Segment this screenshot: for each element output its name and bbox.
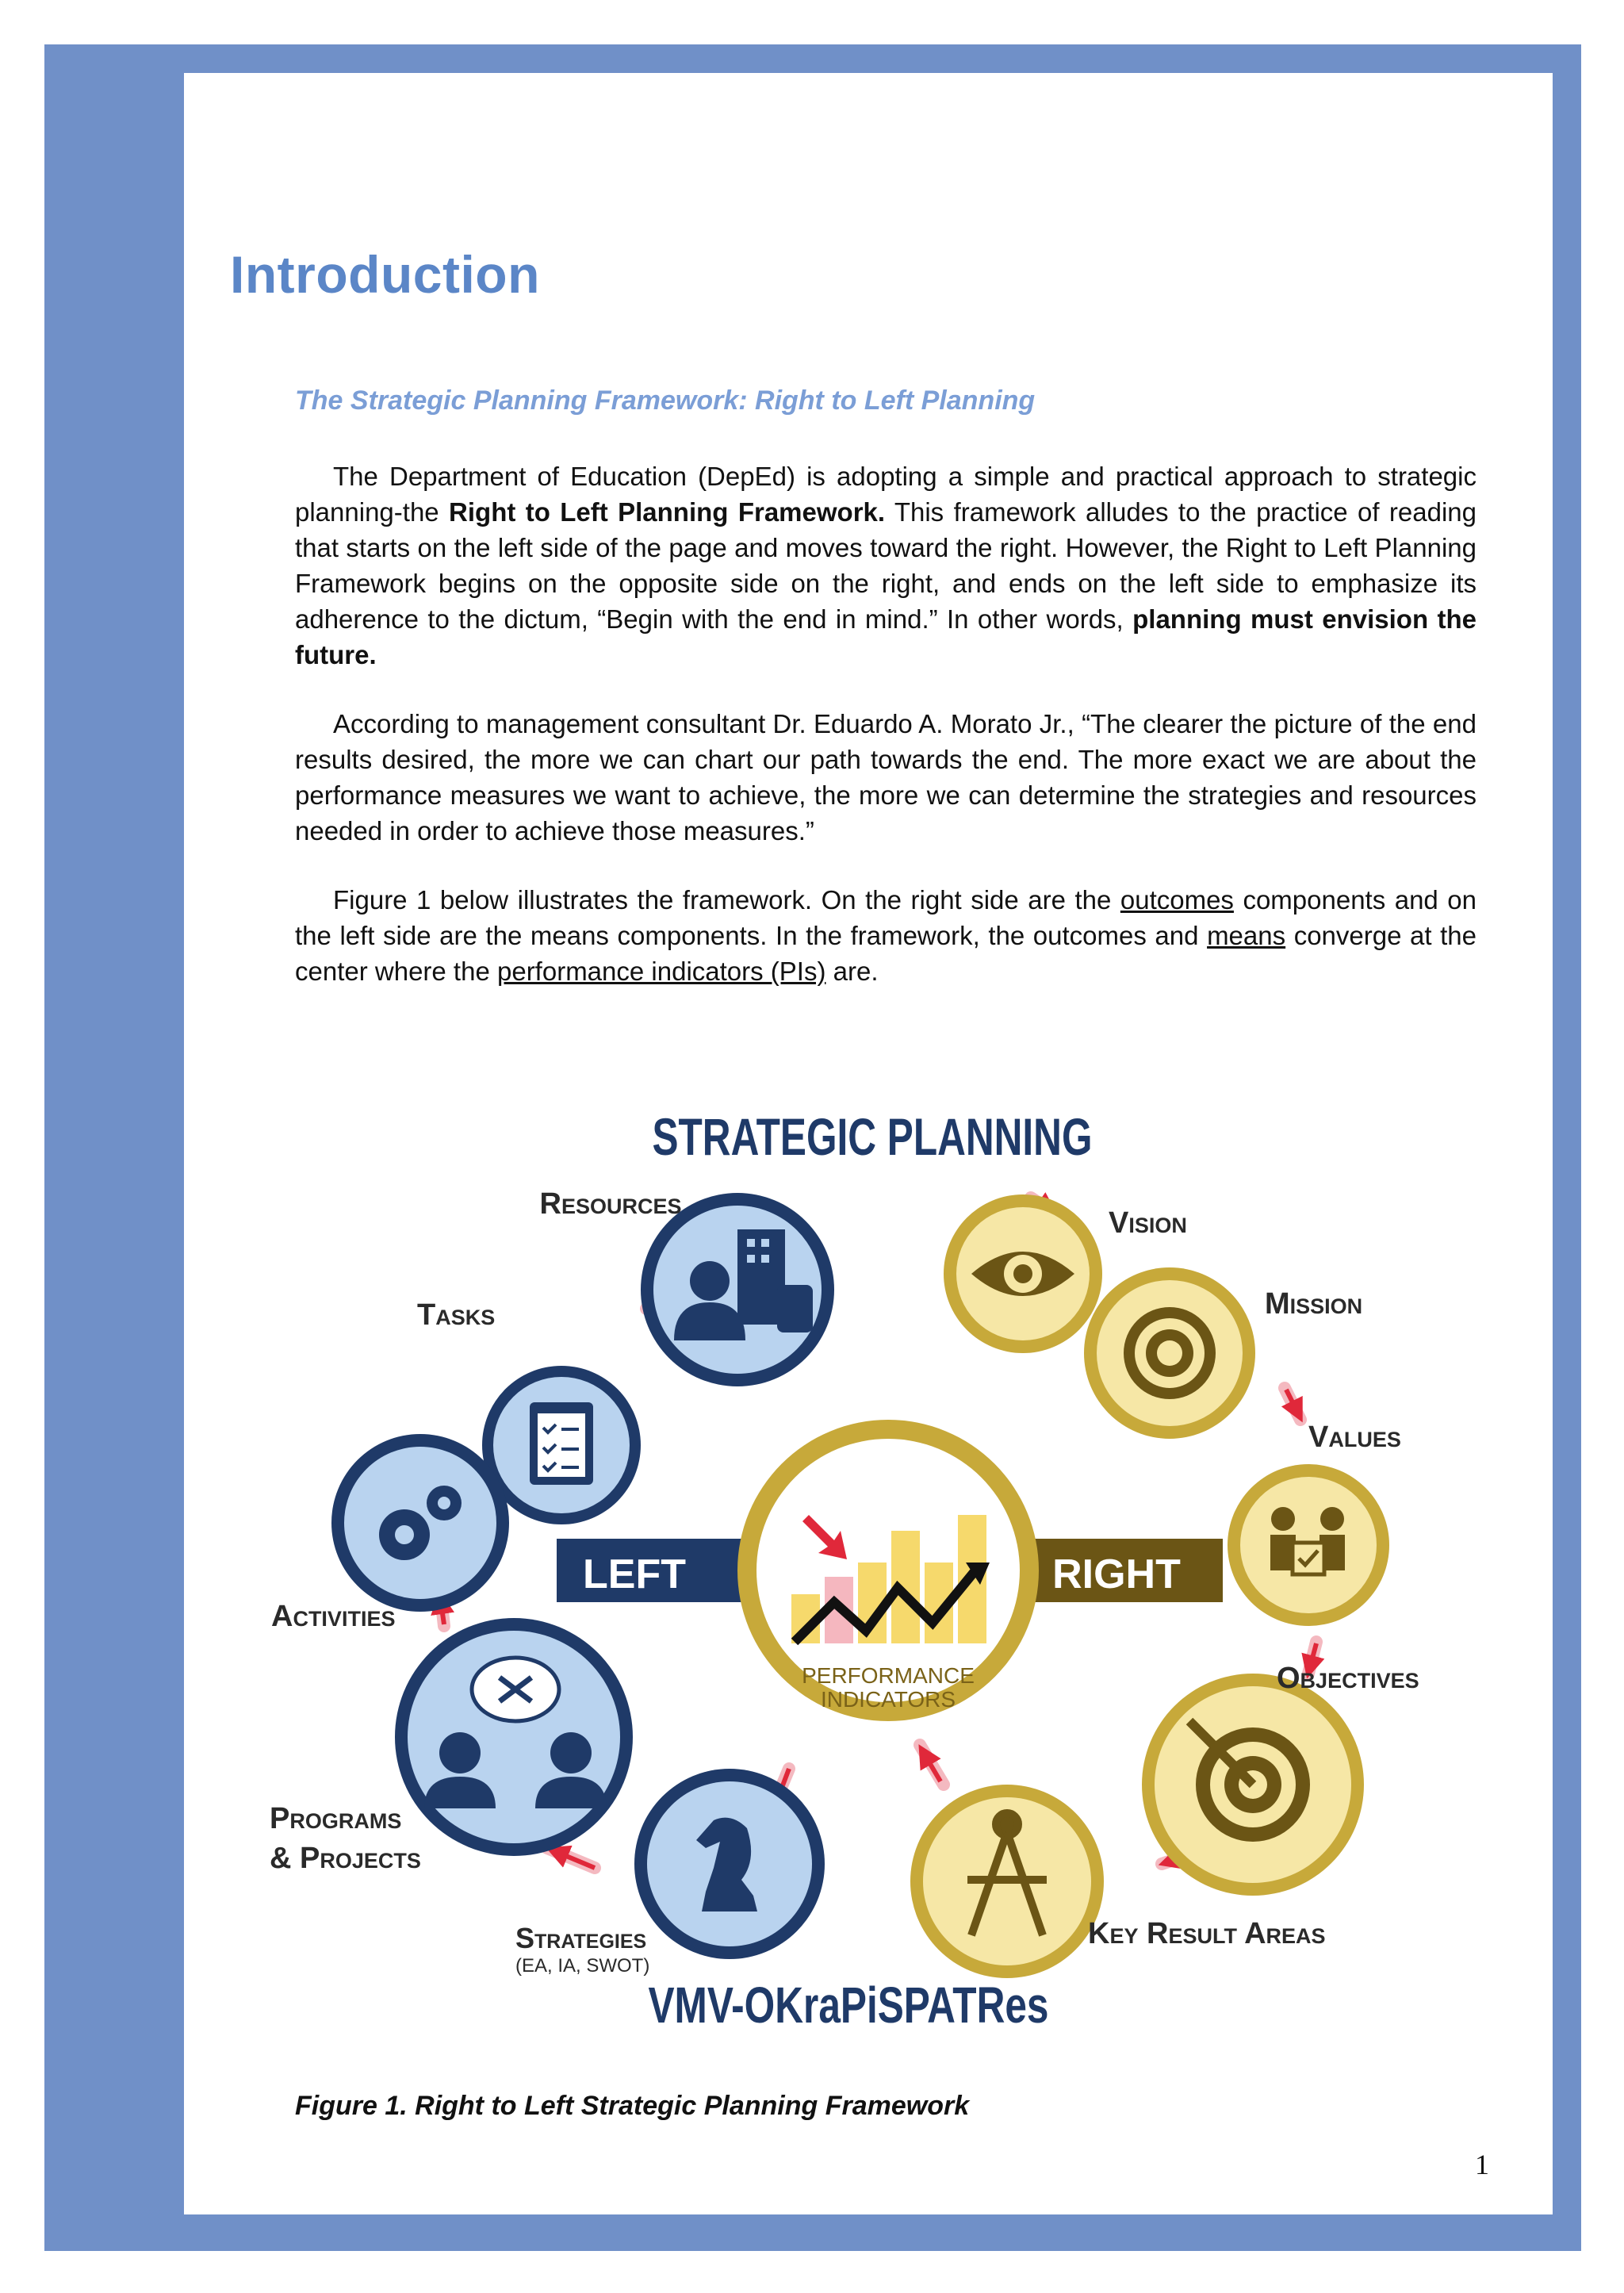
label-strategies: Strategies (515, 1922, 647, 1954)
label-tasks: Tasks (417, 1298, 496, 1332)
label-resources: Resources (539, 1187, 682, 1221)
figure-caption: Figure 1. Right to Left Strategic Planning Framework (295, 2091, 970, 2121)
label-vision: Vision (1109, 1206, 1187, 1240)
performance-indicators-hub (737, 1420, 1039, 1721)
label-key-result-areas: Key Result Areas (1088, 1917, 1326, 1950)
performance-indicators-link: performance indicators (PIs) (496, 957, 826, 986)
node-programs-projects (395, 1618, 633, 1856)
page-title: Introduction (230, 245, 540, 304)
section-subheading: The Strategic Planning Framework: Right to Left Planning (295, 385, 1036, 416)
strategic-planning-diagram (262, 1087, 1515, 2062)
node-resources (641, 1193, 834, 1386)
label-mission: Mission (1265, 1287, 1363, 1321)
node-vision (944, 1194, 1102, 1353)
diagram-footer: VMV-OKraPiSPATRes (648, 1977, 1049, 2034)
means-link: means (1207, 921, 1286, 950)
node-key-result-areas (910, 1785, 1104, 1978)
label-programs-line1: Programs (270, 1802, 402, 1835)
node-objectives (1142, 1674, 1364, 1896)
page-number: 1 (1475, 2149, 1489, 2180)
label-objectives: Objectives (1277, 1662, 1419, 1695)
paragraph-3: Figure 1 below illustrates the framework. On the right side are the outcomes components and on the left side are the means components. In the framework, the outcomes and means converge at the center where the performance indicators (PIs) are. (295, 885, 1477, 986)
diagram-title: STRATEGIC PLANNING (652, 1107, 1093, 1166)
target-icon (1124, 1307, 1216, 1399)
clipboard-checklist-icon (530, 1402, 593, 1485)
label-strategies-sub: (EA, IA, SWOT) (515, 1955, 650, 1977)
label-values: Values (1308, 1421, 1401, 1454)
center-label-line1: PERFORMANCE (802, 1663, 975, 1688)
left-label: LEFT (583, 1551, 686, 1597)
center-label-line2: INDICATORS (820, 1687, 956, 1712)
node-mission (1084, 1267, 1255, 1439)
paragraph-2: According to management consultant Dr. Eduardo A. Morato Jr., “The clearer the picture of the end results desired, the more we can chart our path towards the end. The more exact we are about the performance measures we want to achieve, the more we can determine the strategies and resources needed in order to achieve those measures.” (295, 709, 1477, 845)
outcomes-link: outcomes (1120, 885, 1234, 915)
label-activities: Activities (271, 1600, 396, 1633)
right-label: RIGHT (1052, 1551, 1181, 1597)
node-values (1228, 1464, 1389, 1626)
node-activities (331, 1434, 509, 1612)
label-programs-line2: & Projects (270, 1842, 421, 1875)
paragraph-1: The Department of Education (DepEd) is adopting a simple and practical approach to strategic planning-the Right to Left Planning Framework. This framework alludes to the practice of reading that starts on the left side of the page and moves toward the right. However, the Right to Left Planning Framework begins on the opposite side on the right, and ends on the left side to emphasize its adherence to the dictum, “Begin with the end in mind.” In other words, planning must envision the future. (295, 462, 1477, 669)
node-strategies (634, 1769, 825, 1959)
